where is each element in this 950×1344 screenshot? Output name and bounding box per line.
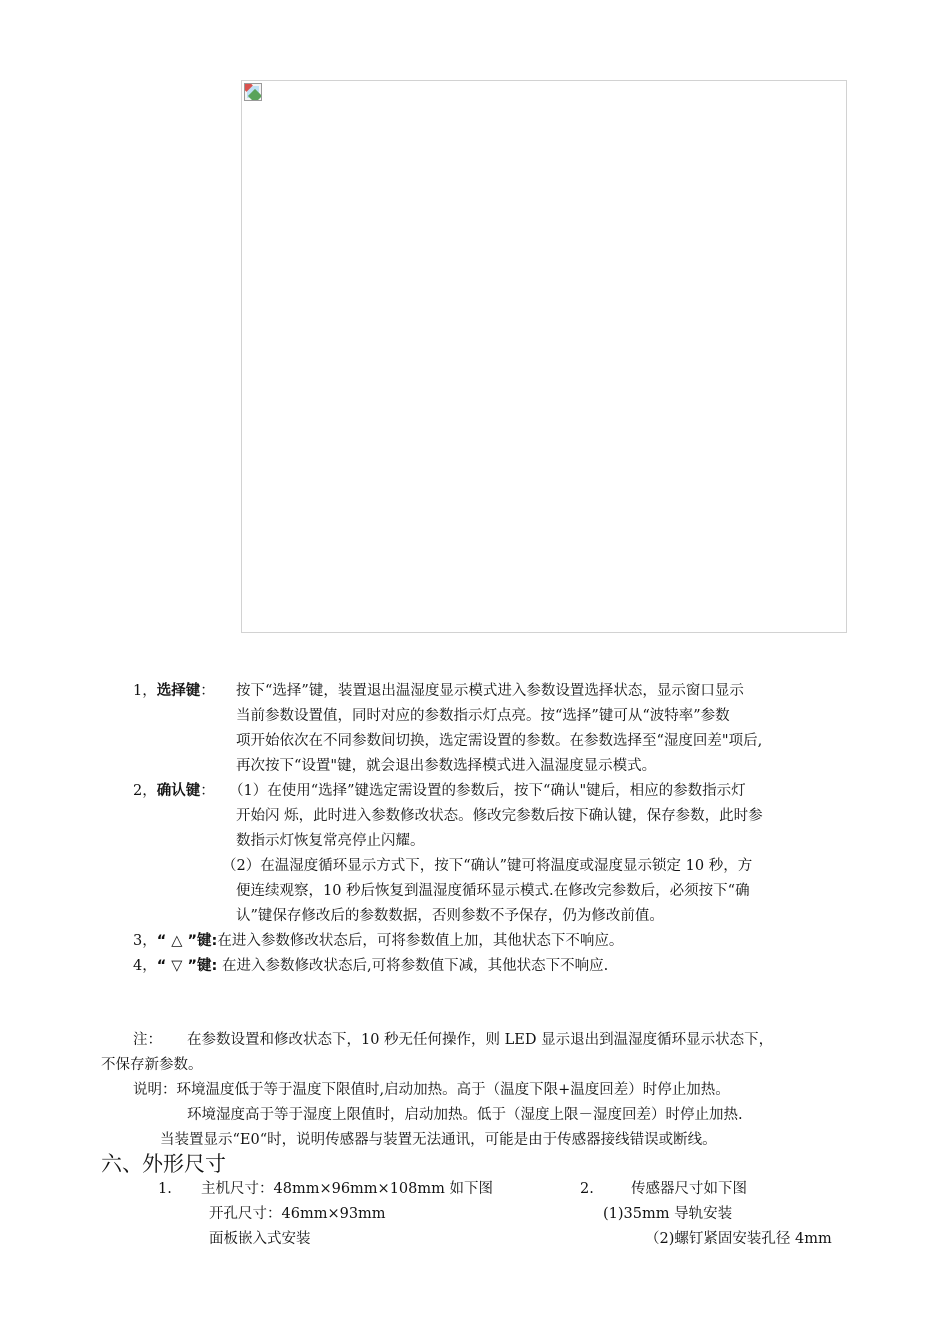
explain-line1	[133, 1078, 730, 1103]
key1-colon: ：	[200, 683, 215, 699]
key2-line2: 开始闪 烁，此时进入参数修改状态。修改完参数后按下确认键，保存参数，此时参	[236, 808, 763, 824]
key2-line6: 认”键保存修改后的参数数据，否则参数不予保存，仍为修改前值。	[236, 908, 664, 924]
key3-number: 3，	[133, 933, 157, 949]
key1-line3: 项开始依次在不同参数间切换，选定需设置的参数。在参数选择至“湿度回差"项后,	[236, 733, 763, 749]
key2-line4: （2）在温湿度循环显示方式下，按下“确认”键可将温度或湿度显示锁定 10 秒，方	[222, 858, 753, 874]
key3-name: “ △ ”键	[156, 933, 212, 949]
key4-colon: :	[211, 958, 218, 974]
key4-name: “ ▽ ”键	[156, 958, 212, 974]
panel-mount: 面板嵌入式安装	[209, 1231, 311, 1247]
key2-name: 确认键	[156, 783, 201, 799]
cutout-size: 开孔尺寸：46mm×93mm	[209, 1206, 386, 1222]
key2-line5: 便连续观察，10 秒后恢复到温湿度循环显示模式.在修改完参数后，必须按下“确	[236, 883, 750, 899]
figure-frame	[241, 80, 847, 633]
note-line2: 不保存新参数。	[101, 1057, 203, 1073]
explain-line3: 当装置显示“E0“时，说明传感器与装置无法通讯，可能是由于传感器接线错误或断线。	[160, 1132, 717, 1148]
key3-row	[133, 929, 623, 954]
explain-line2: 环境湿度高于等于湿度上限值时，启动加热。低于（湿度上限－湿度回差）时停止加热.	[187, 1107, 743, 1123]
host-number: 1.	[158, 1181, 172, 1197]
section-number: 六、	[101, 1152, 143, 1176]
sensor-size: 传感器尺寸如下图	[631, 1181, 747, 1197]
screw-mount: （2)螺钉紧固安装孔径 4mm	[645, 1231, 832, 1247]
key4-text: 在进入参数修改状态后,可将参数值下减，其他状态下不响应.	[217, 958, 609, 974]
explain-label: 说明：	[133, 1082, 177, 1098]
key3-colon: :	[211, 933, 218, 949]
host-size: 主机尺寸：48mm×96mm×108mm 如下图	[201, 1181, 493, 1197]
key2-number: 2，	[133, 783, 157, 799]
sensor-number: 2.	[580, 1181, 594, 1197]
key1-heading	[133, 679, 215, 704]
rail-mount: (1)35mm 导轨安装	[603, 1206, 733, 1222]
key1-name: 选择键	[156, 683, 201, 699]
explain-text1: 环境温度低于等于温度下限值时,启动加热。高于（温度下限+温度回差）时停止加热。	[176, 1082, 730, 1098]
key1-number: 1，	[133, 683, 157, 699]
key1-line2: 当前参数设置值，同时对应的参数指示灯点亮。按“选择”键可从“波特率”参数	[236, 708, 730, 724]
key3-text: 在进入参数修改状态后，可将参数值上加，其他状态下不响应。	[217, 933, 624, 949]
key4-number: 4，	[133, 958, 157, 974]
key4-row	[133, 954, 608, 979]
key2-colon: ：	[200, 783, 215, 799]
section-title: 外形尺寸	[142, 1152, 226, 1176]
key1-line1: 按下“选择”键，装置退出温湿度显示模式进入参数设置选择状态，显示窗口显示	[236, 683, 744, 699]
key2-heading	[133, 779, 215, 804]
note-label: 注：	[133, 1032, 162, 1048]
note-line1: 在参数设置和修改状态下，10 秒无任何操作，则 LED 显示退出到温湿度循环显示状态下，	[187, 1032, 774, 1048]
key1-line4: 再次按下“设置"键，就会退出参数选择模式进入温湿度显示模式。	[236, 758, 657, 774]
broken-image-icon	[244, 83, 262, 101]
key2-line1: （1）在使用“选择”键选定需设置的参数后，按下“确认"键后，相应的参数指示灯	[229, 783, 746, 799]
key2-line3: 数指示灯恢复常亮停止闪耀。	[236, 833, 425, 849]
